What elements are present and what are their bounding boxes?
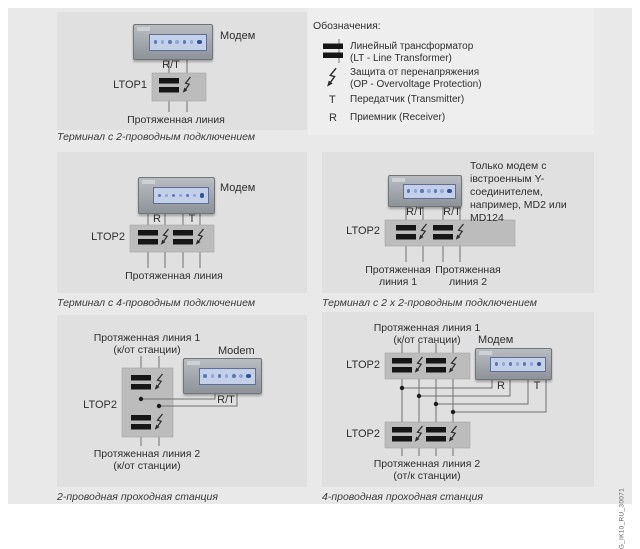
- line-transformer-icon: [396, 234, 416, 240]
- legend-title: Обозначения:: [313, 20, 381, 32]
- line-transformer-icon: [426, 427, 446, 433]
- ltop-box: [130, 225, 214, 252]
- ltop-label: LTOP2: [346, 359, 380, 371]
- line-label-line: Протяженная линия 1: [93, 332, 201, 344]
- modem-screen: [149, 34, 207, 51]
- modem-brand-chip: [392, 178, 405, 182]
- panel-caption: 2-проводная проходная станция: [57, 491, 218, 503]
- port-t-label: T: [188, 213, 196, 225]
- modem-led: [225, 374, 229, 378]
- modem-led: [183, 40, 187, 44]
- modem-led: [495, 362, 499, 366]
- modem-note-line: например, MD2 или: [470, 199, 567, 211]
- modem-label: Modem: [218, 345, 255, 357]
- line-transformer-icon: [433, 234, 453, 240]
- modem-led: [440, 189, 444, 193]
- ltop-box: [385, 353, 470, 379]
- port-r-label: R: [497, 380, 505, 392]
- legend-item-label: Линейный трансформатор: [350, 41, 474, 52]
- legend: [308, 8, 594, 135]
- line-label: Протяженная линия: [127, 114, 225, 126]
- overvoltage-icon: [325, 67, 339, 88]
- line-transformer-icon: [131, 415, 151, 421]
- line-label-line: (к/от станции): [113, 460, 181, 472]
- line-transformer-icon: [433, 225, 453, 231]
- line-transformer-icon: [131, 384, 151, 390]
- modem-device: [388, 175, 462, 207]
- modem-led: [232, 374, 236, 378]
- legend-item-label: Приемник (Receiver): [350, 112, 446, 123]
- modem-label: Модем: [220, 182, 256, 194]
- modem-led: [168, 40, 172, 44]
- receiver-symbol: R: [329, 112, 337, 124]
- line-transformer-icon: [396, 225, 416, 231]
- line-label: [72, 332, 222, 356]
- modem-led: [509, 362, 513, 366]
- diagram-page: [8, 8, 632, 549]
- line-label: Протяженная линия: [125, 270, 223, 282]
- ltop-label: LTOP1: [113, 79, 147, 91]
- panel-terminal-2wire: [57, 12, 307, 130]
- modem-led: [537, 362, 542, 367]
- modem-led: [197, 40, 202, 45]
- modem-note: [470, 160, 567, 225]
- modem-screen: [490, 357, 546, 372]
- legend-item-label: Защита от перенапряжения: [350, 67, 480, 78]
- junction-dot: [139, 397, 143, 401]
- modem-brand-chip: [187, 361, 200, 365]
- line-transformer-icon: [392, 427, 412, 433]
- line-label-line: (к/от станции): [393, 334, 461, 346]
- modem-device: [183, 358, 262, 394]
- line-transformer-icon: [392, 358, 412, 364]
- modem-led: [246, 374, 251, 379]
- modem-led: [172, 194, 176, 198]
- legend-item-label: (LT - Line Transformer): [350, 53, 452, 64]
- modem-screen: [199, 368, 256, 385]
- line-transformer-icon: [426, 358, 446, 364]
- modem-led: [179, 194, 183, 198]
- panel-terminal-4wire: [57, 152, 307, 293]
- junction-dot: [157, 404, 161, 408]
- modem-brand-chip: [142, 180, 155, 184]
- line-transformer-icon: [131, 375, 151, 381]
- line-label-line: Протяженная линия 1: [373, 322, 481, 334]
- modem-led: [502, 362, 506, 366]
- modem-note-line: Только модем с: [470, 160, 547, 172]
- figure-id: G_IK10_RU_30071: [618, 488, 625, 549]
- modem-led: [165, 194, 169, 198]
- port-r-label: R: [153, 213, 161, 225]
- modem-led: [414, 189, 418, 193]
- modem-led: [158, 194, 162, 198]
- junction-dot: [434, 402, 438, 406]
- panel-2wire-through-station: [57, 315, 307, 487]
- line-label: [352, 458, 502, 482]
- port-t-label: T: [533, 380, 541, 392]
- panel-caption: Терминал с 4-проводным подключением: [57, 297, 256, 309]
- line-label-line: линия 2: [448, 276, 488, 288]
- panel-terminal-2x2wire: [322, 152, 594, 293]
- line-label-line: Протяженная: [435, 264, 501, 276]
- ltop-label: LTOP2: [346, 225, 380, 237]
- line-transformer-icon: [159, 78, 179, 84]
- modem-note-line: соединителем,: [470, 186, 543, 198]
- transmitter-symbol: T: [329, 94, 336, 106]
- modem-led: [186, 194, 190, 198]
- modem-led: [434, 189, 438, 193]
- line-transformer-icon: [323, 39, 347, 63]
- modem-device: [475, 348, 552, 380]
- panel-caption: Терминал с 2 x 2-проводным подключением: [322, 297, 537, 309]
- modem-led: [218, 374, 222, 378]
- line-label-line: (от/к станции): [393, 470, 461, 482]
- modem-led: [407, 189, 411, 193]
- ltop-box: [385, 422, 470, 448]
- port-label: R/T: [443, 206, 461, 218]
- line-transformer-icon: [173, 230, 193, 236]
- line-label: [72, 448, 222, 472]
- modem-led: [203, 374, 207, 378]
- line-label-line: линия 1: [378, 276, 418, 288]
- line-transformer-icon: [426, 436, 446, 442]
- legend-item-label: Передатчик (Transmitter): [350, 94, 465, 105]
- line-transformer-icon: [392, 367, 412, 373]
- line-transformer-icon: [173, 239, 193, 245]
- line-label: [418, 264, 518, 288]
- panel-caption: 4-проводная проходная станция: [322, 491, 483, 503]
- modem-screen: [153, 187, 209, 205]
- modem-led: [211, 374, 215, 378]
- line-label-line: (к/от станции): [113, 344, 181, 356]
- modem-led: [175, 40, 179, 44]
- modem-led: [193, 194, 197, 198]
- line-transformer-icon: [138, 239, 158, 245]
- modem-device: [138, 177, 215, 214]
- line-transformer-icon: [138, 230, 158, 236]
- modem-label: Модем: [478, 334, 514, 346]
- modem-led: [427, 189, 431, 193]
- modem-brand-chip: [479, 351, 492, 355]
- modem-led: [161, 40, 165, 44]
- modem-led: [523, 362, 527, 366]
- line-label-line: Протяженная линия 2: [373, 458, 481, 470]
- line-transformer-icon: [131, 424, 151, 430]
- panel-caption: Терминал с 2-проводным подключением: [57, 131, 256, 143]
- modem-device: [133, 24, 213, 60]
- junction-dot: [417, 394, 421, 398]
- port-label: R/T: [217, 394, 235, 406]
- line-transformer-icon: [392, 436, 412, 442]
- ltop-label: LTOP2: [83, 399, 117, 411]
- line-label-line: Протяженная: [365, 264, 431, 276]
- modem-led: [154, 40, 158, 44]
- line-transformer-icon: [426, 367, 446, 373]
- legend-item-label: (OP - Overvoltage Protection): [350, 79, 482, 90]
- modem-screen: [403, 184, 456, 199]
- line-label-line: Протяженная линия 2: [93, 448, 201, 460]
- junction-dot: [451, 410, 455, 414]
- panel-4wire-through-station: [322, 312, 594, 487]
- modem-note-line: iвстроенным Y-: [470, 173, 545, 185]
- port-label: R/T: [406, 206, 424, 218]
- modem-led: [530, 362, 534, 366]
- modem-brand-chip: [137, 27, 150, 31]
- line-transformer-icon: [159, 87, 179, 93]
- modem-led: [420, 189, 424, 193]
- ltop-label: LTOP2: [91, 231, 125, 243]
- modem-led: [200, 193, 205, 198]
- modem-label: Модем: [220, 30, 256, 42]
- modem-led: [190, 40, 194, 44]
- modem-led: [516, 362, 520, 366]
- modem-led: [447, 189, 452, 194]
- port-label: R/T: [162, 59, 180, 71]
- junction-dot: [400, 386, 404, 390]
- ltop-label: LTOP2: [346, 428, 380, 440]
- modem-led: [239, 374, 243, 378]
- modem-note-line: MD124: [470, 212, 504, 224]
